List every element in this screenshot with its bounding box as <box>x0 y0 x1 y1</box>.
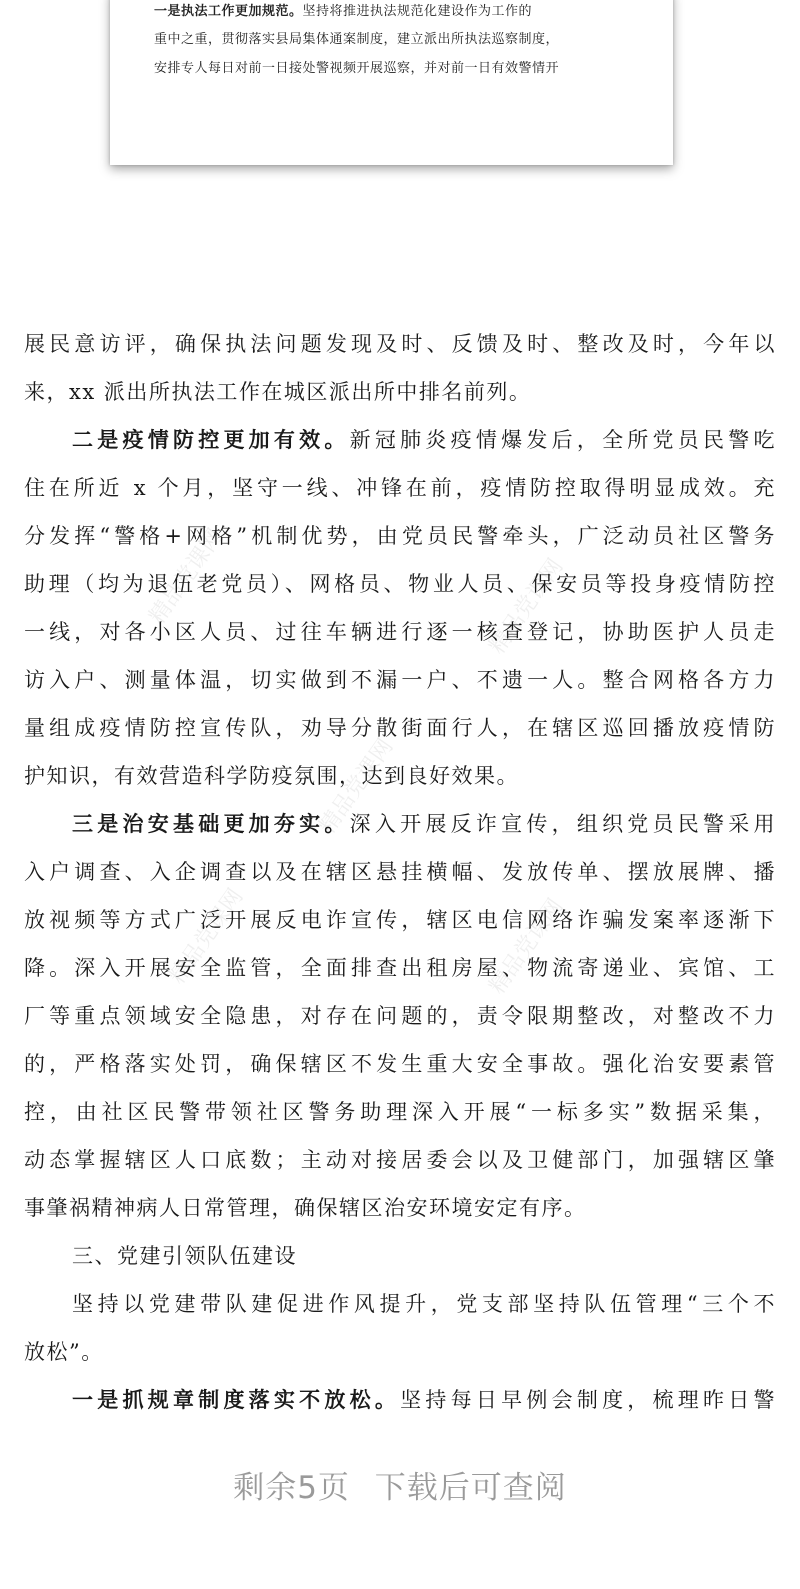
paragraph-text: 事肇祸精神病人日常管理，确保辖区治安环境安定有序。 <box>24 1196 587 1220</box>
paragraph-line <box>24 1376 776 1424</box>
paragraph-line <box>24 1232 776 1280</box>
watermark-text: 精品党课网 <box>164 884 249 989</box>
paragraph-line <box>24 992 776 1040</box>
paragraph-text: 入户调查、入企调查以及在辖区悬挂横幅、发放传单、摆放展牌、播 <box>24 860 776 884</box>
watermark-text: 精品党课网 <box>484 554 569 659</box>
paragraph-line <box>24 320 776 368</box>
preview-line-bold-lead: 一是执法工作更加规范。 <box>154 4 303 19</box>
watermark-text: 精品党课网 <box>314 734 399 839</box>
paragraph-bold-lead: 二是疫情防控更加有效。 <box>72 427 350 452</box>
download-to-view-text[interactable]: 下载后可查阅 <box>374 1470 567 1506</box>
paragraph-text: 动态掌握辖区人口底数；主动对接居委会以及卫健部门，加强辖区肇 <box>24 1148 776 1172</box>
paragraph-line <box>24 656 776 704</box>
paragraph-text: 的，严格落实处罚，确保辖区不发生重大安全事故。强化治安要素管 <box>24 1052 776 1076</box>
paragraph-text: 厂等重点领域安全隐患，对存在问题的，责令限期整改，对整改不力 <box>24 1004 776 1028</box>
paragraph-line <box>24 1280 776 1328</box>
paragraph-text: 放松”。 <box>24 1340 104 1364</box>
paragraph-line <box>24 896 776 944</box>
paragraph-line <box>24 848 776 896</box>
paragraph-line <box>24 608 776 656</box>
paragraph-text: 展民意访评，确保执法问题发现及时、反馈及时、整改及时，今年以 <box>24 332 776 356</box>
paragraph-text: 降。深入开展安全监管，全面排查出租房屋、物流寄递业、宾馆、工 <box>24 956 776 980</box>
paragraph-line <box>24 416 776 464</box>
paragraph-line <box>24 1040 776 1088</box>
paragraph-text: 一线，对各小区人员、过往车辆进行逐一核查登记，协助医护人员走 <box>24 620 776 644</box>
preview-line-text: 重中之重，贯彻落实县局集体通案制度，建立派出所执法巡察制度， <box>154 32 560 47</box>
paragraph-bold-lead: 三是治安基础更加夯实。 <box>72 811 350 836</box>
preview-page-card <box>110 0 673 165</box>
paragraph-line <box>24 1328 776 1376</box>
preview-line-text: 坚持将推进执法规范化建设作为工作的 <box>302 4 533 19</box>
paragraph-text: 量组成疫情防控宣传队，劝导分散街面行人，在辖区巡回播放疫情防 <box>24 716 776 740</box>
watermark-text: 精品党课网 <box>144 524 229 629</box>
paragraph-text: 三、党建引领队伍建设 <box>72 1244 297 1268</box>
paragraph-line <box>24 800 776 848</box>
paragraph-text: 深入开展反诈宣传，组织党员民警采用 <box>349 812 777 836</box>
paragraph-text: 分发挥“警格+网格”机制优势，由党员民警牵头，广泛动员社区警务 <box>24 524 776 548</box>
paragraph-text: 放视频等方式广泛开展反电诈宣传，辖区电信网络诈骗发案率逐渐下 <box>24 908 776 932</box>
paragraph-line <box>24 368 776 416</box>
paragraph-line <box>24 464 776 512</box>
paragraph-text: 助理（均为退伍老党员）、网格员、物业人员、保安员等投身疫情防控 <box>24 572 776 596</box>
paragraph-text: 坚持以党建带队建促进作风提升，党支部坚持队伍管理“三个不 <box>72 1292 776 1316</box>
paragraph-line <box>24 1184 776 1232</box>
paragraph-text: 住在所近 x 个月，坚守一线、冲锋在前，疫情防控取得明显成效。充 <box>24 476 776 500</box>
paragraph-text: 控，由社区民警带领社区警务助理深入开展“一标多实”数据采集， <box>24 1100 776 1124</box>
paragraph-line <box>24 512 776 560</box>
paragraph-text: 新冠肺炎疫情爆发后，全所党员民警吃 <box>349 428 777 452</box>
paragraph-line <box>24 560 776 608</box>
paragraph-bold-lead: 一是抓规章制度落实不放松。 <box>72 1387 401 1412</box>
paragraph-line <box>24 1136 776 1184</box>
document-body <box>24 320 776 1424</box>
preview-line-text: 安排专人每日对前一日接处警视频开展巡察，并对前一日有效警情开 <box>154 61 560 76</box>
download-prompt[interactable] <box>0 1462 800 1507</box>
paragraph-line <box>24 752 776 800</box>
paragraph-text: 来，xx 派出所执法工作在城区派出所中排名前列。 <box>24 380 532 404</box>
paragraph-text: 访入户、测量体温，切实做到不漏一户、不遗一人。整合网格各方力 <box>24 668 776 692</box>
paragraph-line <box>24 944 776 992</box>
remaining-pages-text: 剩余5页 <box>233 1470 350 1506</box>
paragraph-text: 护知识，有效营造科学防疫氛围，达到良好效果。 <box>24 764 519 788</box>
preview-line <box>154 55 644 83</box>
watermark-text: 精品党课网 <box>484 894 569 999</box>
preview-line <box>154 26 644 54</box>
paragraph-text: 坚持每日早例会制度，梳理昨日警 <box>400 1388 777 1412</box>
paragraph-line <box>24 704 776 752</box>
paragraph-line <box>24 1088 776 1136</box>
preview-line <box>154 0 644 26</box>
